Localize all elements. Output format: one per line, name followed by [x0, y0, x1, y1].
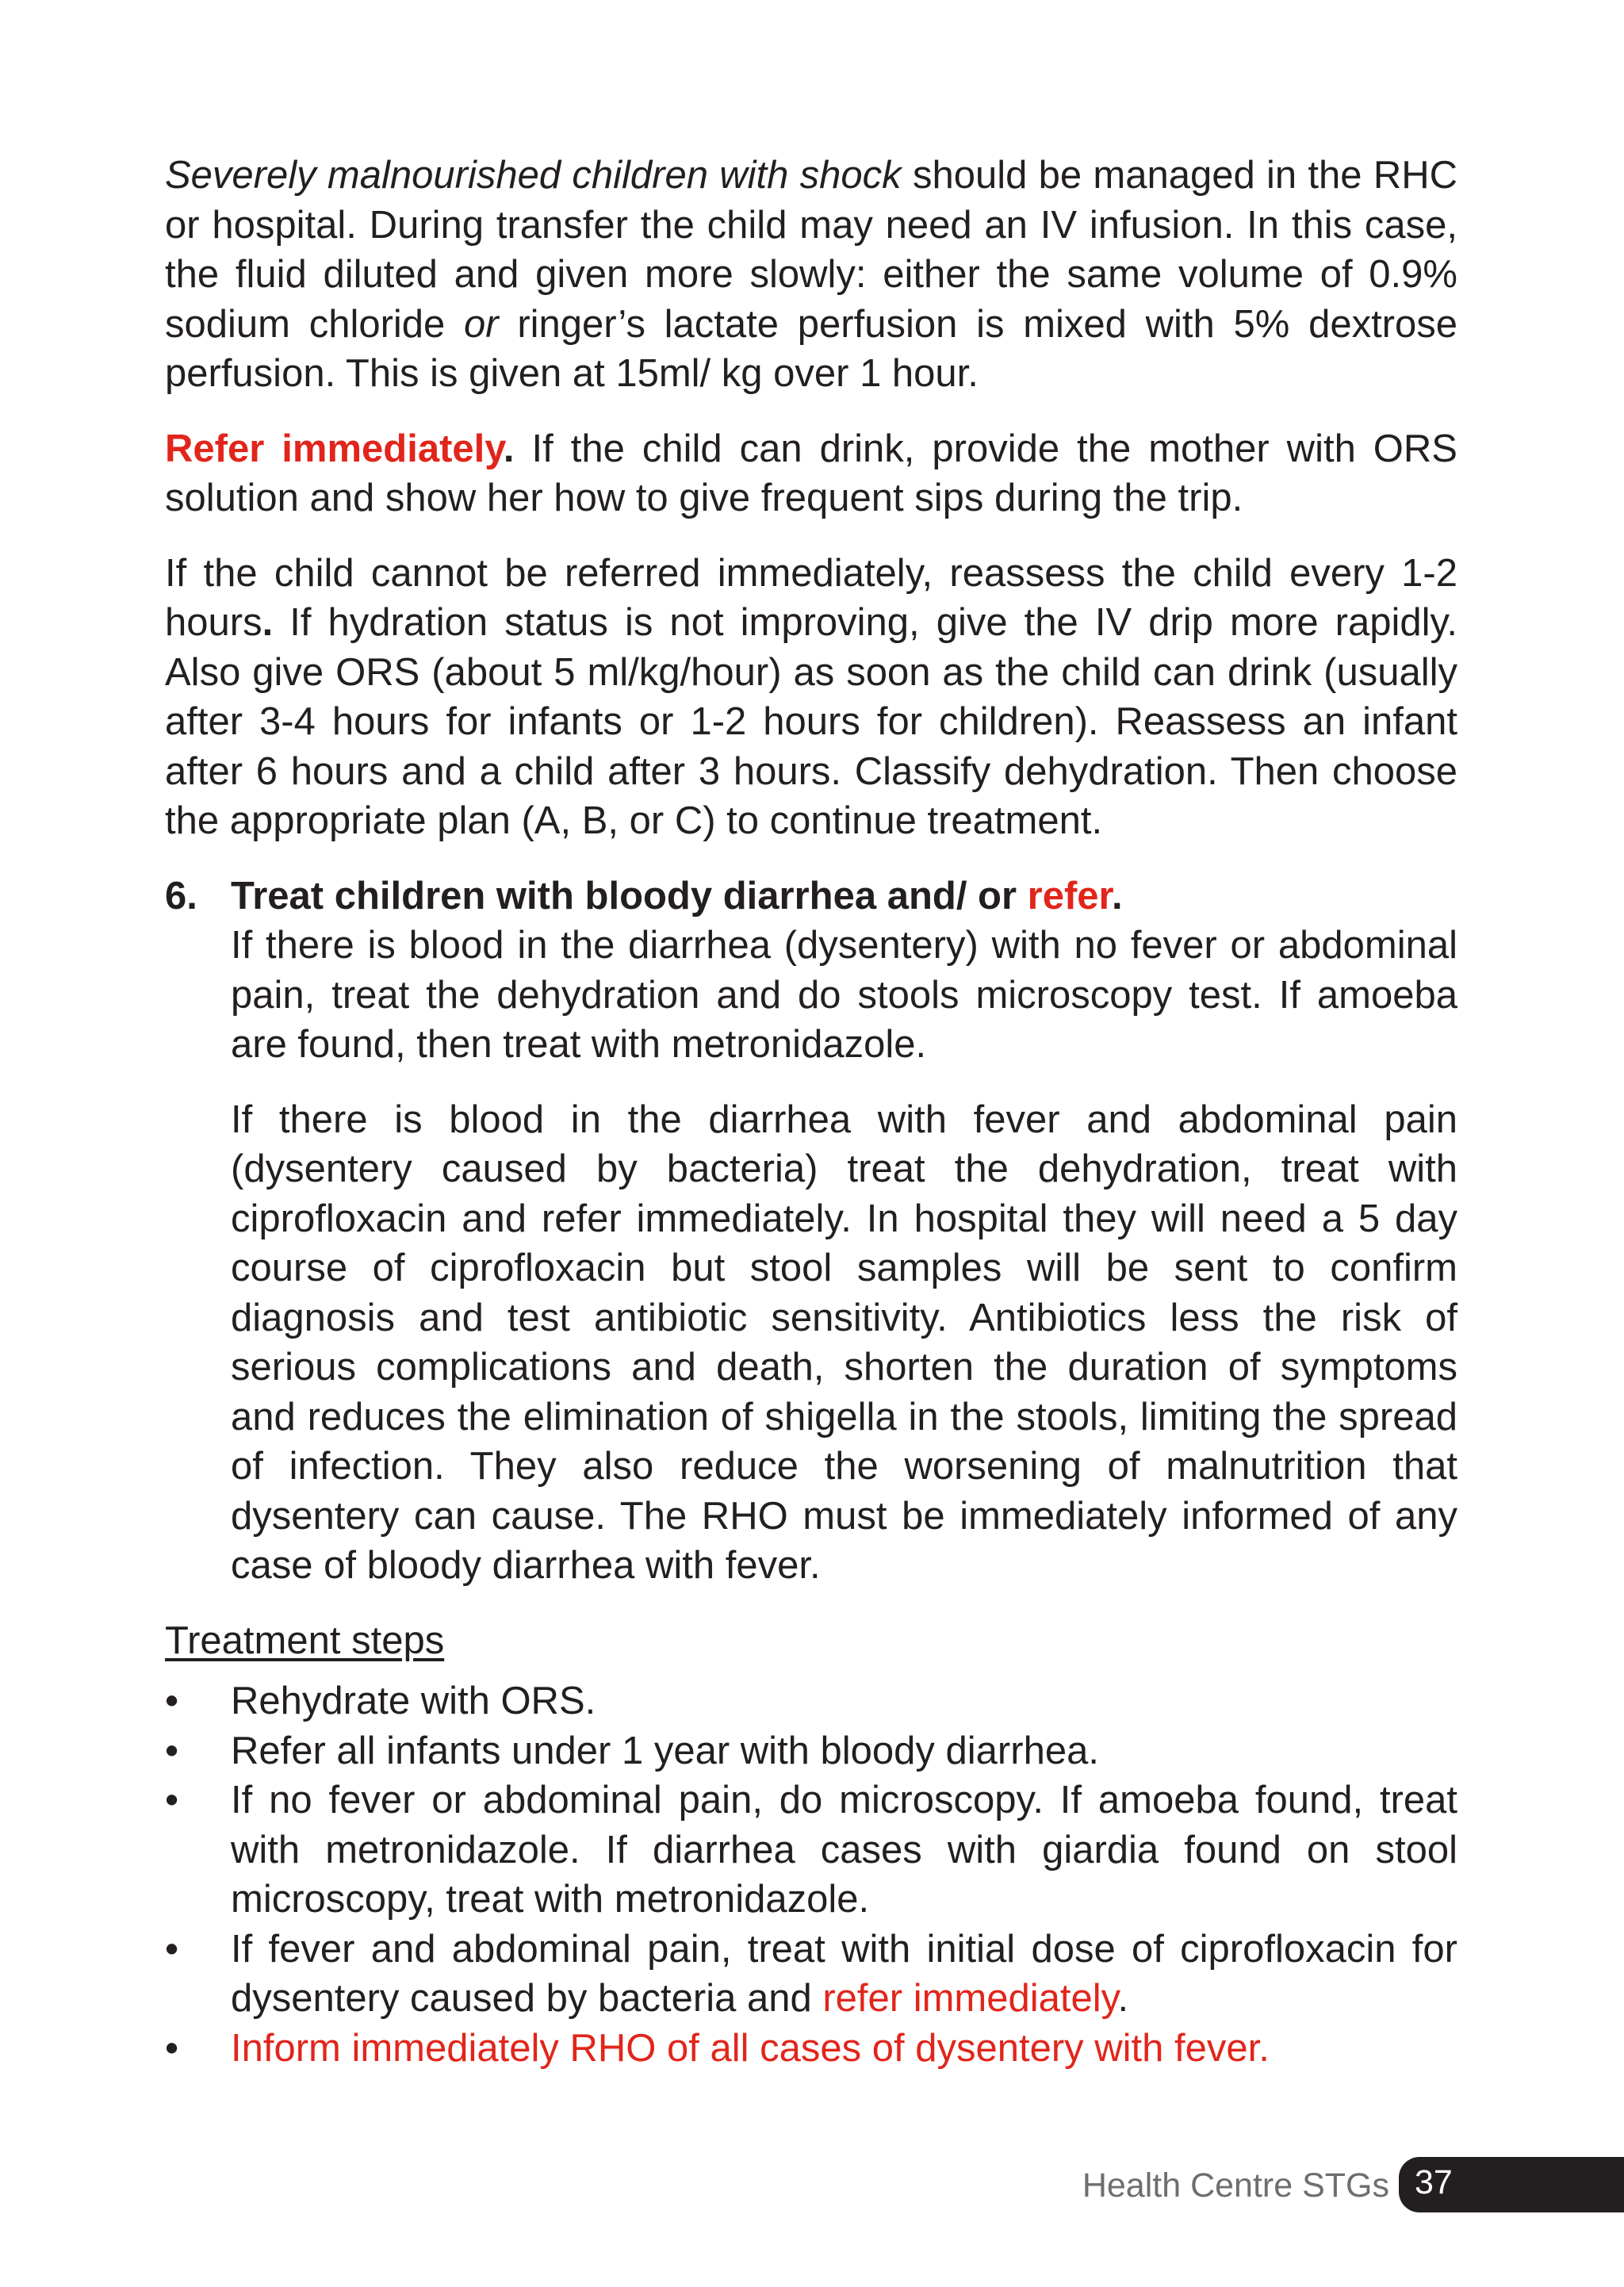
list-item: • Refer all infants under 1 year with bloody diarrhea.	[165, 1726, 1457, 1776]
treatment-steps-heading: Treatment steps	[165, 1619, 445, 1662]
paragraph-reassess: If the child cannot be referred immediately, reassess the child every 1-2 hours. If hydration status is not improving, give the IV drip more rapidly. Also give ORS (about 5 ml/kg/hour) as soon as the child can drink (usually after 3-4 hours for infants or 1-2 hours for children). Reassess an infant after 6 hours and a child after 3 hours. Classify dehydration. Then choose the appropriate plan (A, B, or C) to continue treatment.	[165, 551, 1457, 842]
bullet-icon: •	[165, 1729, 179, 1772]
footer-label: Health Centre STGs	[1082, 2166, 1389, 2205]
list-item: • Rehydrate with ORS.	[165, 1676, 1457, 1726]
paragraph-shock: Severely malnourished children with shock should be managed in the RHC or hospital. During transfer the child may need an IV infusion. In this case, the fluid diluted and given more slowly: either the same volume of 0.9% sodium chloride or ringer’s lactate perfusion is mixed with 5% dextrose perfusion. This is given at 15ml/ kg over 1 hour.	[165, 154, 1458, 395]
section-heading: Treat children with bloody diarrhea and/ or refer.	[231, 874, 1123, 917]
section-6-paragraph-1: If there is blood in the diarrhea (dysentery) with no fever or abdominal pain, treat the dehydration and do stools microscopy test. If amoeba are found, then treat with metronidazole.	[231, 924, 1457, 1066]
section-6-paragraph-2: If there is blood in the diarrhea with fever and abdominal pain (dysentery caused by bacteria) treat the dehydration, treat with ciprofloxacin and refer immediately. In hospital they will need a 5 day course of ciprofloxacin but stool samples will be sent to confirm diagnosis and test antibiotic sensitivity. Antibiotics less the risk of serious complications and death, shorten the duration of symptoms and reduces the elimination of shigella in the stools, limiting the spread of infection. They also reduce the worsening of malnutrition that dysentery can cause. The RHO must be immediately informed of any case of bloody diarrhea with fever.	[231, 1098, 1457, 1587]
list-item: • If no fever or abdominal pain, do microscopy. If amoeba found, treat with metronidazole. If diarrhea cases with giardia found on stool microscopy, treat with metronidazole.	[165, 1776, 1457, 1925]
bullet-icon: •	[165, 1927, 179, 1971]
refer-immediately-emphasis: Refer immediately	[165, 427, 504, 470]
bullet-icon: •	[165, 1680, 179, 1722]
section-6	[165, 872, 1457, 1591]
page-footer	[1063, 2157, 1624, 2212]
page-number-tab	[1399, 2157, 1624, 2212]
italic-lead: Severely malnourished children with shock	[165, 154, 902, 197]
page-content	[165, 151, 1457, 2073]
page-number: 37	[1415, 2163, 1453, 2201]
list-item: • Inform immediately RHO of all cases of dysentery with fever.	[165, 2024, 1457, 2074]
bullet-icon: •	[165, 2026, 179, 2070]
treatment-steps-list	[165, 1676, 1457, 2073]
list-item: • If fever and abdominal pain, treat with initial dose of ciprofloxacin for dysentery caused by bacteria and refer immediately.	[165, 1925, 1457, 2024]
section-6-body	[231, 872, 1457, 1591]
section-number: 6.	[165, 874, 197, 917]
bullet-icon: •	[165, 1779, 179, 1822]
paragraph-refer: Refer immediately. If the child can drink, provide the mother with ORS solution and show her how to give frequent sips during the trip.	[165, 427, 1457, 519]
